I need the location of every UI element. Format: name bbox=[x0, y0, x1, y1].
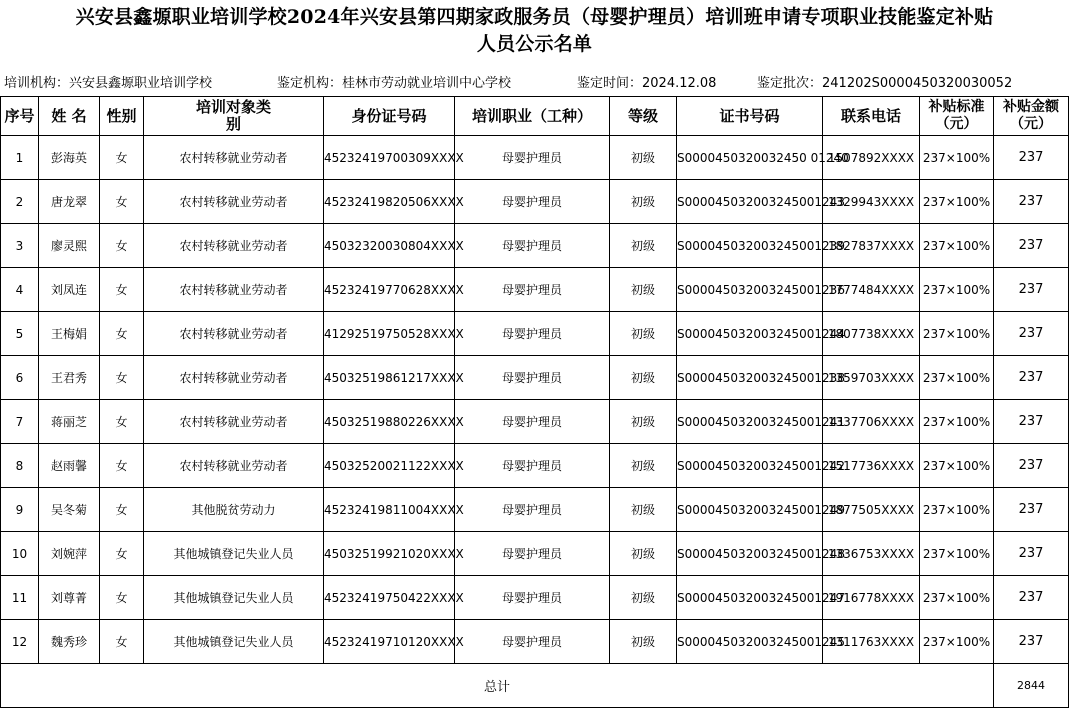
cell-standard: 237×100% bbox=[920, 224, 994, 268]
cell-phone: 1777484XXXX bbox=[823, 268, 920, 312]
table-row bbox=[1, 136, 1069, 180]
cell-name: 刘凤连 bbox=[39, 268, 100, 312]
cell-level: 初级 bbox=[610, 532, 677, 576]
cell-certificate: S0000450320032450 01240 bbox=[677, 136, 823, 180]
cell-level: 初级 bbox=[610, 136, 677, 180]
cell-amount: 237 bbox=[994, 356, 1069, 400]
cell-category: 农村转移就业劳动者 bbox=[144, 180, 324, 224]
cell-id-number: 45032320030804XXXX bbox=[324, 224, 455, 268]
cell-occupation: 母婴护理员 bbox=[455, 620, 610, 664]
header-phone: 联系电话 bbox=[823, 97, 920, 136]
cell-occupation: 母婴护理员 bbox=[455, 444, 610, 488]
cell-standard: 237×100% bbox=[920, 136, 994, 180]
cell-amount: 237 bbox=[994, 576, 1069, 620]
cell-id-number: 45232419750422XXXX bbox=[324, 576, 455, 620]
cell-id-number: 45232419811004XXXX bbox=[324, 488, 455, 532]
cell-name: 刘尊菁 bbox=[39, 576, 100, 620]
cell-phone: 1337706XXXX bbox=[823, 400, 920, 444]
table-row bbox=[1, 488, 1069, 532]
cell-occupation: 母婴护理员 bbox=[455, 356, 610, 400]
cell-certificate: S000045032003245001248 bbox=[677, 532, 823, 576]
cell-id-number: 45232419820506XXXX bbox=[324, 180, 455, 224]
table-row bbox=[1, 400, 1069, 444]
cell-amount: 237 bbox=[994, 136, 1069, 180]
cell-level: 初级 bbox=[610, 180, 677, 224]
cell-gender: 女 bbox=[100, 268, 144, 312]
header-occupation: 培训职业（工种） bbox=[455, 97, 610, 136]
cell-level: 初级 bbox=[610, 620, 677, 664]
cell-standard: 237×100% bbox=[920, 488, 994, 532]
assessment-org: 鉴定机构：桂林市劳动就业培训中心学校 bbox=[277, 76, 512, 91]
cell-standard: 237×100% bbox=[920, 620, 994, 664]
total-label: 总计 bbox=[1, 664, 994, 708]
cell-seq: 10 bbox=[1, 532, 39, 576]
cell-certificate: S000045032003245001239 bbox=[677, 224, 823, 268]
cell-phone: 1877505XXXX bbox=[823, 488, 920, 532]
header-amount: 补贴金额（元） bbox=[994, 97, 1069, 136]
cell-id-number: 45032519921020XXXX bbox=[324, 532, 455, 576]
cell-occupation: 母婴护理员 bbox=[455, 400, 610, 444]
header-standard: 补贴标准（元） bbox=[920, 97, 994, 136]
cell-seq: 11 bbox=[1, 576, 39, 620]
cell-id-number: 45232419700309XXXX bbox=[324, 136, 455, 180]
cell-standard: 237×100% bbox=[920, 312, 994, 356]
cell-phone: 1336753XXXX bbox=[823, 532, 920, 576]
cell-level: 初级 bbox=[610, 312, 677, 356]
info-line bbox=[4, 70, 1064, 92]
table-row bbox=[1, 620, 1069, 664]
cell-gender: 女 bbox=[100, 312, 144, 356]
cell-id-number: 45032520021122XXXX bbox=[324, 444, 455, 488]
title-line-1: 兴安县鑫塬职业培训学校2024年兴安县第四期家政服务员（母婴护理员）培训班申请专项职业技能鉴定补贴 bbox=[75, 6, 994, 28]
cell-id-number: 45032519861217XXXX bbox=[324, 356, 455, 400]
cell-category: 农村转移就业劳动者 bbox=[144, 400, 324, 444]
table-row bbox=[1, 180, 1069, 224]
cell-gender: 女 bbox=[100, 576, 144, 620]
cell-gender: 女 bbox=[100, 488, 144, 532]
header-level: 等级 bbox=[610, 97, 677, 136]
cell-gender: 女 bbox=[100, 224, 144, 268]
cell-seq: 3 bbox=[1, 224, 39, 268]
cell-gender: 女 bbox=[100, 136, 144, 180]
cell-certificate: S000045032003245001242 bbox=[677, 444, 823, 488]
cell-category: 其他城镇登记失业人员 bbox=[144, 532, 324, 576]
cell-phone: 1807738XXXX bbox=[823, 312, 920, 356]
cell-occupation: 母婴护理员 bbox=[455, 136, 610, 180]
cell-level: 初级 bbox=[610, 488, 677, 532]
table-row bbox=[1, 312, 1069, 356]
cell-name: 赵雨馨 bbox=[39, 444, 100, 488]
header-id-number: 身份证号码 bbox=[324, 97, 455, 136]
cell-phone: 1359703XXXX bbox=[823, 356, 920, 400]
cell-standard: 237×100% bbox=[920, 400, 994, 444]
cell-level: 初级 bbox=[610, 444, 677, 488]
cell-standard: 237×100% bbox=[920, 444, 994, 488]
cell-gender: 女 bbox=[100, 620, 144, 664]
cell-gender: 女 bbox=[100, 180, 144, 224]
cell-gender: 女 bbox=[100, 400, 144, 444]
cell-level: 初级 bbox=[610, 224, 677, 268]
cell-certificate: S000045032003245001236 bbox=[677, 268, 823, 312]
cell-certificate: S000045032003245001247 bbox=[677, 576, 823, 620]
cell-occupation: 母婴护理员 bbox=[455, 180, 610, 224]
cell-id-number: 45032519880226XXXX bbox=[324, 400, 455, 444]
cell-seq: 7 bbox=[1, 400, 39, 444]
cell-amount: 237 bbox=[994, 488, 1069, 532]
cell-level: 初级 bbox=[610, 576, 677, 620]
cell-standard: 237×100% bbox=[920, 356, 994, 400]
table-row bbox=[1, 268, 1069, 312]
cell-standard: 237×100% bbox=[920, 532, 994, 576]
title-line-2: 人员公示名单 bbox=[476, 33, 593, 55]
cell-seq: 12 bbox=[1, 620, 39, 664]
cell-amount: 237 bbox=[994, 444, 1069, 488]
table-row bbox=[1, 532, 1069, 576]
cell-gender: 女 bbox=[100, 532, 144, 576]
cell-occupation: 母婴护理员 bbox=[455, 312, 610, 356]
header-certificate: 证书号码 bbox=[677, 97, 823, 136]
cell-name: 王梅娟 bbox=[39, 312, 100, 356]
cell-phone: 1507892XXXX bbox=[823, 136, 920, 180]
cell-category: 农村转移就业劳动者 bbox=[144, 224, 324, 268]
cell-certificate: S000045032003245001238 bbox=[677, 356, 823, 400]
cell-certificate: S000045032003245001249 bbox=[677, 488, 823, 532]
cell-name: 唐龙翠 bbox=[39, 180, 100, 224]
cell-phone: 1329943XXXX bbox=[823, 180, 920, 224]
cell-standard: 237×100% bbox=[920, 268, 994, 312]
cell-seq: 1 bbox=[1, 136, 39, 180]
cell-phone: 1311763XXXX bbox=[823, 620, 920, 664]
cell-id-number: 45232419710120XXXX bbox=[324, 620, 455, 664]
cell-category: 农村转移就业劳动者 bbox=[144, 444, 324, 488]
cell-seq: 2 bbox=[1, 180, 39, 224]
cell-id-number: 41292519750528XXXX bbox=[324, 312, 455, 356]
training-org: 培训机构：兴安县鑫塬职业培训学校 bbox=[4, 76, 213, 91]
roster-table bbox=[0, 96, 1069, 708]
header-seq: 序号 bbox=[1, 97, 39, 136]
cell-seq: 5 bbox=[1, 312, 39, 356]
document-title bbox=[0, 4, 1069, 58]
cell-category: 其他城镇登记失业人员 bbox=[144, 620, 324, 664]
assessment-time: 鉴定时间：2024.12.08 bbox=[577, 76, 717, 91]
cell-amount: 237 bbox=[994, 620, 1069, 664]
cell-category: 农村转移就业劳动者 bbox=[144, 268, 324, 312]
cell-name: 吴冬菊 bbox=[39, 488, 100, 532]
cell-occupation: 母婴护理员 bbox=[455, 224, 610, 268]
cell-name: 魏秀珍 bbox=[39, 620, 100, 664]
cell-category: 农村转移就业劳动者 bbox=[144, 136, 324, 180]
cell-phone: 1517736XXXX bbox=[823, 444, 920, 488]
table-row bbox=[1, 224, 1069, 268]
cell-name: 刘婉萍 bbox=[39, 532, 100, 576]
cell-name: 彭海英 bbox=[39, 136, 100, 180]
cell-name: 廖灵熙 bbox=[39, 224, 100, 268]
cell-category: 其他城镇登记失业人员 bbox=[144, 576, 324, 620]
cell-gender: 女 bbox=[100, 444, 144, 488]
total-row bbox=[1, 664, 1069, 708]
cell-occupation: 母婴护理员 bbox=[455, 532, 610, 576]
cell-seq: 9 bbox=[1, 488, 39, 532]
cell-amount: 237 bbox=[994, 532, 1069, 576]
cell-occupation: 母婴护理员 bbox=[455, 576, 610, 620]
cell-amount: 237 bbox=[994, 312, 1069, 356]
cell-category: 农村转移就业劳动者 bbox=[144, 312, 324, 356]
cell-category: 其他脱贫劳动力 bbox=[144, 488, 324, 532]
cell-phone: 1827837XXXX bbox=[823, 224, 920, 268]
cell-level: 初级 bbox=[610, 268, 677, 312]
cell-seq: 4 bbox=[1, 268, 39, 312]
header-gender: 性别 bbox=[100, 97, 144, 136]
cell-amount: 237 bbox=[994, 180, 1069, 224]
cell-certificate: S000045032003245001243 bbox=[677, 180, 823, 224]
header-category: 培训对象类别 bbox=[144, 97, 324, 136]
header-name: 姓 名 bbox=[39, 97, 100, 136]
cell-occupation: 母婴护理员 bbox=[455, 268, 610, 312]
cell-gender: 女 bbox=[100, 356, 144, 400]
cell-certificate: S000045032003245001244 bbox=[677, 312, 823, 356]
cell-level: 初级 bbox=[610, 356, 677, 400]
cell-name: 王君秀 bbox=[39, 356, 100, 400]
cell-amount: 237 bbox=[994, 224, 1069, 268]
table-row bbox=[1, 356, 1069, 400]
cell-amount: 237 bbox=[994, 400, 1069, 444]
assessment-batch: 鉴定批次：241202S0000450320030052 bbox=[757, 76, 1013, 91]
cell-category: 农村转移就业劳动者 bbox=[144, 356, 324, 400]
cell-standard: 237×100% bbox=[920, 576, 994, 620]
table-row bbox=[1, 444, 1069, 488]
cell-certificate: S000045032003245001245 bbox=[677, 620, 823, 664]
header-row bbox=[1, 97, 1069, 136]
cell-certificate: S000045032003245001241 bbox=[677, 400, 823, 444]
cell-seq: 8 bbox=[1, 444, 39, 488]
cell-level: 初级 bbox=[610, 400, 677, 444]
table-row bbox=[1, 576, 1069, 620]
cell-occupation: 母婴护理员 bbox=[455, 488, 610, 532]
cell-phone: 1916778XXXX bbox=[823, 576, 920, 620]
cell-standard: 237×100% bbox=[920, 180, 994, 224]
cell-amount: 237 bbox=[994, 268, 1069, 312]
cell-seq: 6 bbox=[1, 356, 39, 400]
cell-id-number: 45232419770628XXXX bbox=[324, 268, 455, 312]
cell-name: 蒋丽芝 bbox=[39, 400, 100, 444]
total-value: 2844 bbox=[994, 664, 1069, 708]
